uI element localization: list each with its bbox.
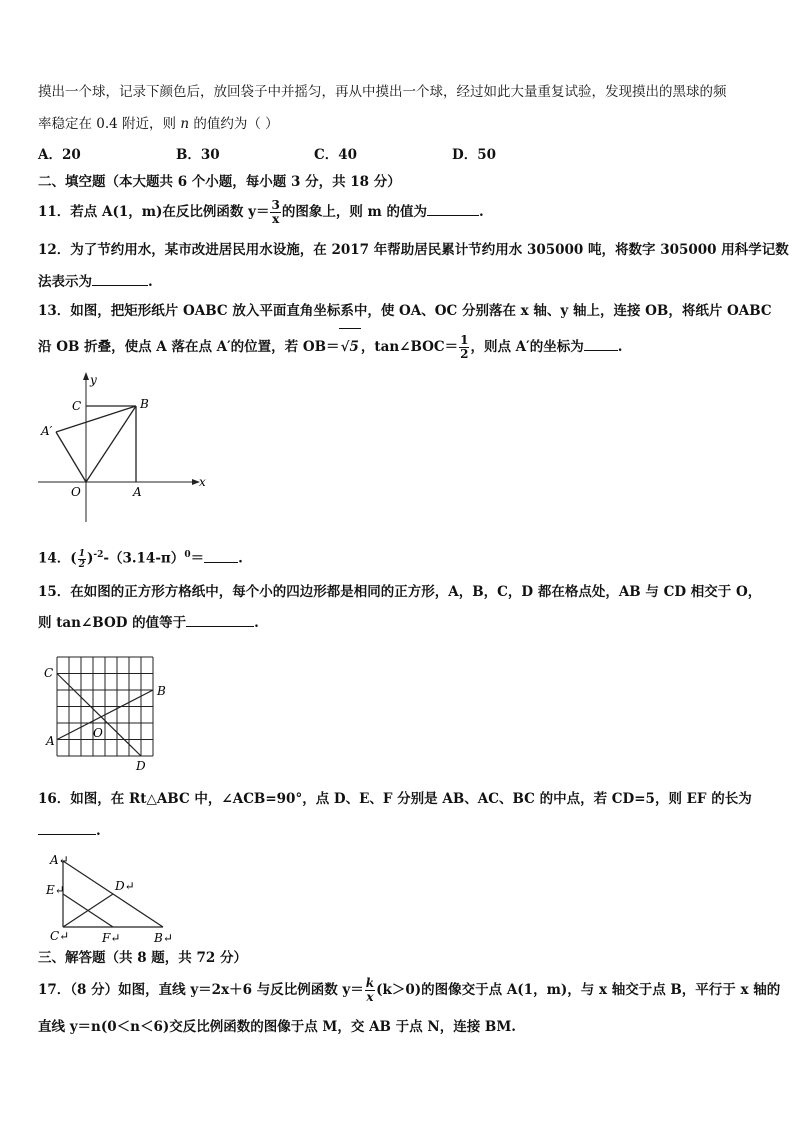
label-c: C [44, 666, 54, 680]
option-a: A．20 [38, 147, 81, 163]
label-a-prime: A′ [41, 424, 53, 438]
label-a: A↵ [50, 853, 69, 867]
q17-line2: 直线 y＝n(0＜n＜6)交反比例函数的图像于点 M，交 AB 于点 N，连接 BM. [38, 1019, 516, 1035]
q16-line2: . [38, 820, 101, 841]
q13-figure [36, 370, 208, 528]
q16-figure [40, 850, 190, 948]
label-a: A [133, 485, 142, 499]
label-x: x [199, 475, 206, 489]
sqrt-five: √5 [339, 328, 361, 365]
q16-line1: 16．如图，在 Rt△ABC 中，∠ACB=90°，点 D、E、F 分别是 AB、AC、BC 的中点，若 CD=5，则 EF 的长为 [38, 791, 752, 807]
q11: 11．若点 A(1，m)在反比例函数 y＝ $\frac{3}{x}$ 的图象上，则 m 的值为 . [38, 198, 484, 226]
label-b: B↵ [154, 931, 173, 945]
q12-line1: 12．为了节约用水，某市改进居民用水设施，在 2017 年帮助居民累计节约用水 305000 吨，将数字 305000 用科学记数 [38, 242, 789, 258]
q13-answer-blank[interactable] [584, 336, 618, 351]
y-axis-arrow [83, 372, 89, 380]
q14: 14．( $\frac{1}{2}$ )$^{-2}-(3.14-\pi)^0=$ . [38, 548, 243, 570]
label-f: F↵ [102, 931, 121, 945]
q11-fraction: $\frac{3}{x}$ [271, 198, 280, 226]
q12-line2: 法表示为 . [38, 271, 153, 292]
q13-fraction: $\frac{1}{2}$ [460, 333, 469, 361]
label-c: C↵ [50, 929, 70, 943]
q15-grid-figure [40, 650, 180, 776]
q14-answer-blank[interactable] [204, 548, 238, 563]
option-b: B．30 [176, 147, 220, 163]
q10-line2: 率稳定在 0.4 附近，则 n 的值约为（ ） [38, 116, 279, 132]
var-n: n [180, 116, 190, 132]
label-e: E↵ [46, 883, 65, 897]
label-d: D↵ [115, 879, 135, 893]
segment-oa1 [56, 432, 86, 482]
label-a: A [46, 734, 55, 748]
label-y: y [90, 373, 97, 387]
option-c: C．40 [314, 147, 358, 163]
q17-fraction: $\frac{k}{x}$ [365, 976, 375, 1004]
segment-a1b [56, 406, 136, 432]
label-o: O [93, 726, 103, 740]
segment-ob [86, 406, 136, 482]
label-b: B [157, 684, 166, 698]
q16-answer-blank[interactable] [38, 820, 96, 835]
section3-heading: 三、解答题（共 8 题，共 72 分） [38, 950, 247, 966]
segment-cd [57, 674, 141, 757]
q11-answer-blank[interactable] [427, 201, 479, 216]
q15-line1: 15．在如图的正方形方格纸中，每个小的四边形都是相同的正方形，A，B，C，D 都在格点处，AB 与 CD 相交于 O， [38, 584, 762, 600]
section2-heading: 二、填空题（本大题共 6 个小题，每小题 3 分，共 18 分） [38, 174, 401, 190]
option-d: D．50 [452, 147, 496, 163]
q12-answer-blank[interactable] [92, 271, 148, 286]
q15-answer-blank[interactable] [186, 612, 254, 627]
q13-line1: 13．如图，把矩形纸片 OABC 放入平面直角坐标系中，使 OA、OC 分别落在 x 轴、y 轴上，连接 OB，将纸片 OABC [38, 303, 772, 319]
q13-line2: 沿 OB 折叠，使点 A 落在点 A′的位置，若 OB＝√5 ，tan∠BOC＝ $\frac{1}{2}$ ，则点 A′的坐标为 . [38, 328, 622, 364]
label-c: C [72, 399, 82, 413]
grid-lines [57, 657, 153, 756]
label-o: O [71, 485, 81, 499]
q14-fraction: $\frac{1}{2}$ [78, 548, 85, 570]
q10-line1: 摸出一个球，记录下颜色后，放回袋子中并摇匀，再从中摸出一个球，经过如此大量重复试验，发现摸出的黑球的频 [38, 84, 727, 100]
label-d: D [136, 759, 146, 773]
q17-line1: 17．（8 分）如图，直线 y＝2x＋6 与反比例函数 y＝ $\frac{k}{x}$ (k＞0)的图像交于点 A(1，m)，与 x 轴交于点 B，平行于 x 轴的 [38, 976, 781, 1004]
label-b: B [140, 397, 149, 411]
q15-line2: 则 tan∠BOD 的值等于 . [38, 612, 259, 633]
